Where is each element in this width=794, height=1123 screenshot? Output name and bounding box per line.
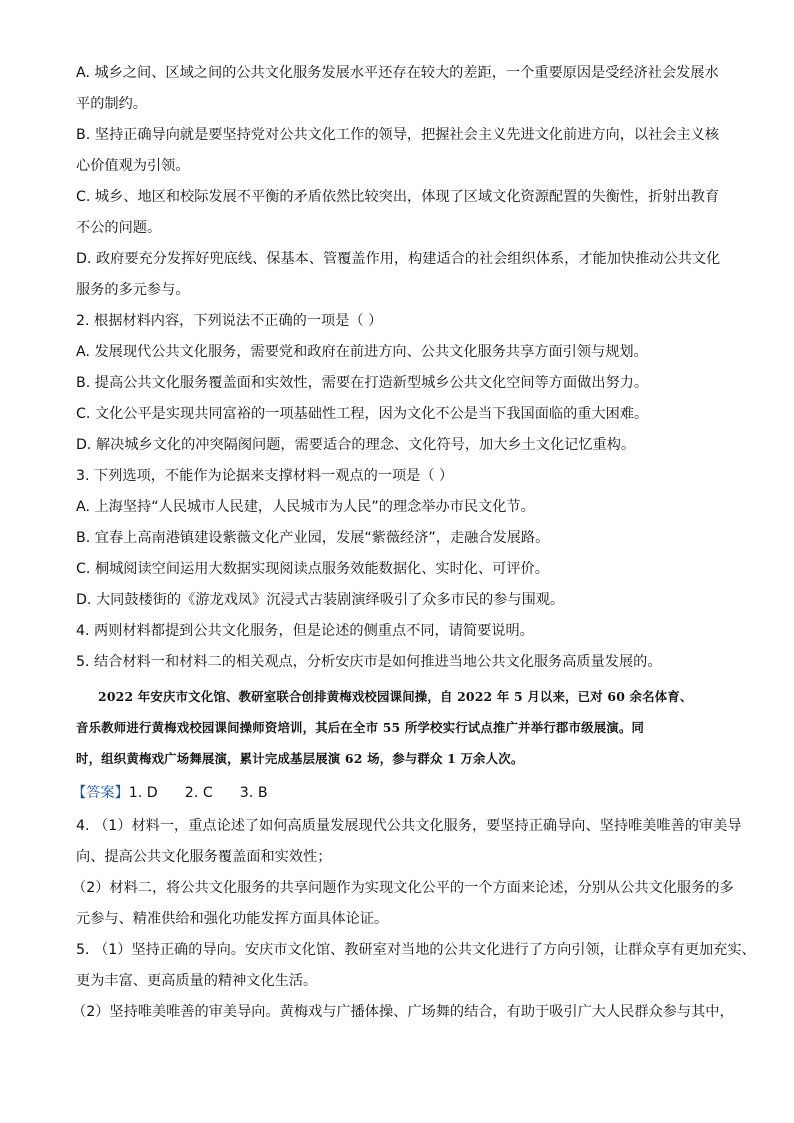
q1-option-d-line1: D. 政府要充分发挥好兜底线、保基本、管覆盖作用，构建适合的社会组织体系，才能加快推动公共文化 bbox=[76, 251, 721, 267]
answer-5-line-2: 更为丰富、更高质量的精神文化生活。 bbox=[76, 973, 318, 989]
quote-line-3: 时，组织黄梅戏广场舞展演，累计完成基层展演 62 场，参与群众 1 万余人次。 bbox=[76, 751, 524, 766]
quote-line-1: 2022 年安庆市文化馆、教研室联合创排黄梅戏校园课间操，自 2022 年 5 月以来，已对 60 余名体育、 bbox=[98, 689, 693, 704]
q2-option-b: B. 提高公共文化服务覆盖面和实效性，需要在打造新型城乡公共文化空间等方面做出努力。 bbox=[76, 375, 649, 391]
q3-stem: 3. 下列选项，不能作为论据来支撑材料一观点的一项是（ ） bbox=[76, 468, 454, 484]
answer-tag: 【答案】 bbox=[72, 785, 129, 801]
q1-option-a-line2: 平的制约。 bbox=[76, 96, 147, 112]
quote-line-2: 音乐教师进行黄梅戏校园课间操师资培训，其后在全市 55 所学校实行试点推广并举行郡市级展演。同 bbox=[76, 720, 645, 735]
answer-5-line-3: （2）坚持唯美唯善的审美导向。黄梅戏与广播体操、广场舞的结合，有助于吸引广大人民群众参与其中， bbox=[72, 1004, 734, 1020]
q1-option-b-line2: 心价值观为引领。 bbox=[76, 158, 190, 174]
q2-option-a: A. 发展现代公共文化服务，需要党和政府在前进方向、公共文化服务共享方面引领与规划。 bbox=[76, 344, 648, 360]
q3-option-c: C. 桐城阅读空间运用大数据实现阅读点服务效能数据化、实时化、可评价。 bbox=[76, 561, 549, 577]
q1-option-b-line1: B. 坚持正确导向就是要坚持党对公共文化工作的领导，把握社会主义先进文化前进方向，以社会主义核 bbox=[76, 127, 720, 143]
q4-stem: 4. 两则材料都提到公共文化服务，但是论述的侧重点不同，请简要说明。 bbox=[76, 623, 534, 639]
answer-4-line-3: （2）材料二，将公共文化服务的共享问题作为实现文化公平的一个方面来论述，分别从公共文化服务的多 bbox=[72, 880, 734, 896]
q1-option-a-line1: A. 城乡之间、区域之间的公共文化服务发展水平还存在较大的差距，一个重要原因是受经济社会发展水 bbox=[76, 65, 719, 81]
answer-4-line-1: 4. （1）材料一，重点论述了如何高质量发展现代公共文化服务，要坚持正确导向、坚持唯美唯善的审美导 bbox=[76, 818, 742, 834]
q3-option-a: A. 上海坚持“人民城市人民建，人民城市为人民”的理念举办市民文化节。 bbox=[76, 499, 535, 515]
answer-5-line-1: 5. （1）坚持正确的导向。安庆市文化馆、教研室对当地的公共文化进行了方向引领，让群众享有更加充实、 bbox=[76, 942, 756, 958]
q1-option-c-line1: C. 城乡、地区和校际发展不平衡的矛盾依然比较突出，体现了区域文化资源配置的失衡性，折射出教育 bbox=[76, 189, 720, 205]
answer-4-line-4: 元参与、精准供给和强化功能发挥方面具体论证。 bbox=[76, 911, 389, 927]
q5-stem: 5. 结合材料一和材料二的相关观点，分析安庆市是如何推进当地公共文化服务高质量发展的。 bbox=[76, 654, 662, 670]
q2-option-c: C. 文化公平是实现共同富裕的一项基础性工程，因为文化不公是当下我国面临的重大困难。 bbox=[76, 406, 649, 422]
q1-option-d-line2: 服务的多元参与。 bbox=[76, 282, 190, 298]
q1-option-c-line2: 不公的问题。 bbox=[76, 220, 162, 236]
answer-choices: 1. D 2. C 3. B bbox=[128, 785, 268, 801]
q3-option-b: B. 宜春上高南港镇建设紫薇文化产业园，发展“紫薇经济”，走融合发展路。 bbox=[76, 530, 550, 546]
answer-4-line-2: 向、提高公共文化服务覆盖面和实效性； bbox=[76, 849, 332, 865]
q3-option-d: D. 大同鼓楼街的《游龙戏凤》沉浸式古装剧演绎吸引了众多市民的参与围观。 bbox=[76, 592, 565, 608]
q2-stem: 2. 根据材料内容，下列说法不正确的一项是（ ） bbox=[76, 313, 383, 329]
answer-line bbox=[72, 784, 732, 802]
q2-option-d: D. 解决城乡文化的冲突隔阂问题，需要适合的理念、文化符号，加大乡土文化记忆重构。 bbox=[76, 437, 636, 453]
